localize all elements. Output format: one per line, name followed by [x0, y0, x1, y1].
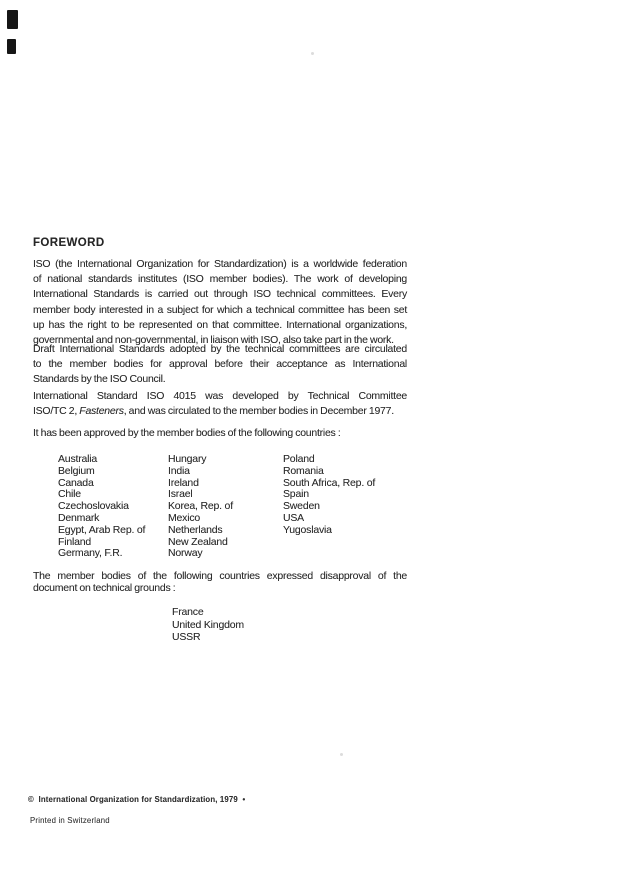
scan-speck: [311, 52, 314, 55]
country-item: USA: [283, 511, 304, 524]
text-line: International Standard ISO 4015 was developed by Technical Committee: [33, 390, 407, 402]
country-item: Sweden: [283, 500, 320, 513]
disapproving-countries-list: [172, 606, 244, 644]
iso-4015-paragraph: [33, 389, 407, 419]
country-item: Mexico: [168, 511, 201, 524]
country-item: Netherlands: [168, 523, 223, 536]
country-item: Hungary: [168, 453, 207, 465]
country-item: India: [168, 464, 190, 477]
country-item: United Kingdom: [172, 618, 244, 631]
text-line: governmental and non-governmental, in liaison with ISO, also take part in the work.: [33, 334, 394, 347]
text-line: of national standards institutes (ISO member bodies). The work of developing: [33, 273, 407, 286]
country-item: Denmark: [58, 511, 100, 524]
country-item: Australia: [58, 453, 98, 465]
country-item: Spain: [283, 488, 309, 501]
country-item: USSR: [172, 631, 201, 644]
text-line: to the member bodies for approval before their acceptance as International: [33, 358, 407, 371]
country-item: Czechoslovakia: [58, 500, 129, 513]
country-item: Egypt, Arab Rep. of: [58, 523, 146, 536]
text-line: up has the right to be represented on that committee. International organizations,: [33, 318, 407, 331]
country-item: Chile: [58, 488, 81, 501]
text-line: document on technical grounds :: [33, 582, 176, 595]
printed-in-line: Printed in Switzerland: [30, 816, 110, 825]
text-line: International Standards is carried out through ISO technical committees. Every: [33, 288, 407, 301]
country-item: Norway: [168, 547, 203, 560]
country-item: Romania: [283, 464, 324, 477]
country-item: Korea, Rep. of: [168, 500, 233, 513]
disapproval-paragraph: [33, 570, 407, 594]
scan-punch-mark: [7, 10, 18, 29]
text-line: The member bodies of the following countries expressed disapproval of the: [33, 570, 407, 582]
scan-punch-mark: [7, 39, 16, 54]
approval-intro-line: It has been approved by the member bodies of the following countries :: [33, 427, 341, 439]
scan-speck: [340, 753, 343, 756]
country-item: Ireland: [168, 476, 199, 489]
country-item: New Zealand: [168, 535, 228, 548]
iso-intro-paragraph: [33, 257, 407, 348]
text-line: ISO/TC 2, Fasteners, and was circulated to the member bodies in December 1977.: [33, 405, 394, 418]
text-line: ISO (the International Organization for Standardization) is a worldwide federation: [33, 258, 407, 270]
country-item: Yugoslavia: [283, 523, 332, 536]
copyright-line: © International Organization for Standardization, 1979 •: [28, 795, 246, 804]
country-item: Canada: [58, 476, 94, 489]
country-item: Belgium: [58, 464, 95, 477]
country-item: Germany, F.R.: [58, 547, 123, 560]
approved-countries-column-2: [168, 454, 233, 560]
country-item: Israel: [168, 488, 193, 501]
country-item: Poland: [283, 453, 315, 465]
approved-countries-column-3: [283, 454, 375, 537]
approved-countries-column-1: [58, 454, 145, 560]
country-item: France: [172, 606, 204, 618]
country-item: Finland: [58, 535, 92, 548]
draft-standards-paragraph: [33, 342, 407, 388]
text-line: member body interested in a subject for which a technical committee has been set: [33, 303, 407, 316]
country-item: South Africa, Rep. of: [283, 476, 376, 489]
text-line: Draft International Standards adopted by the technical committees are circulated: [33, 343, 407, 355]
text-line: Standards by the ISO Council.: [33, 373, 166, 386]
foreword-heading: FOREWORD: [33, 237, 105, 249]
